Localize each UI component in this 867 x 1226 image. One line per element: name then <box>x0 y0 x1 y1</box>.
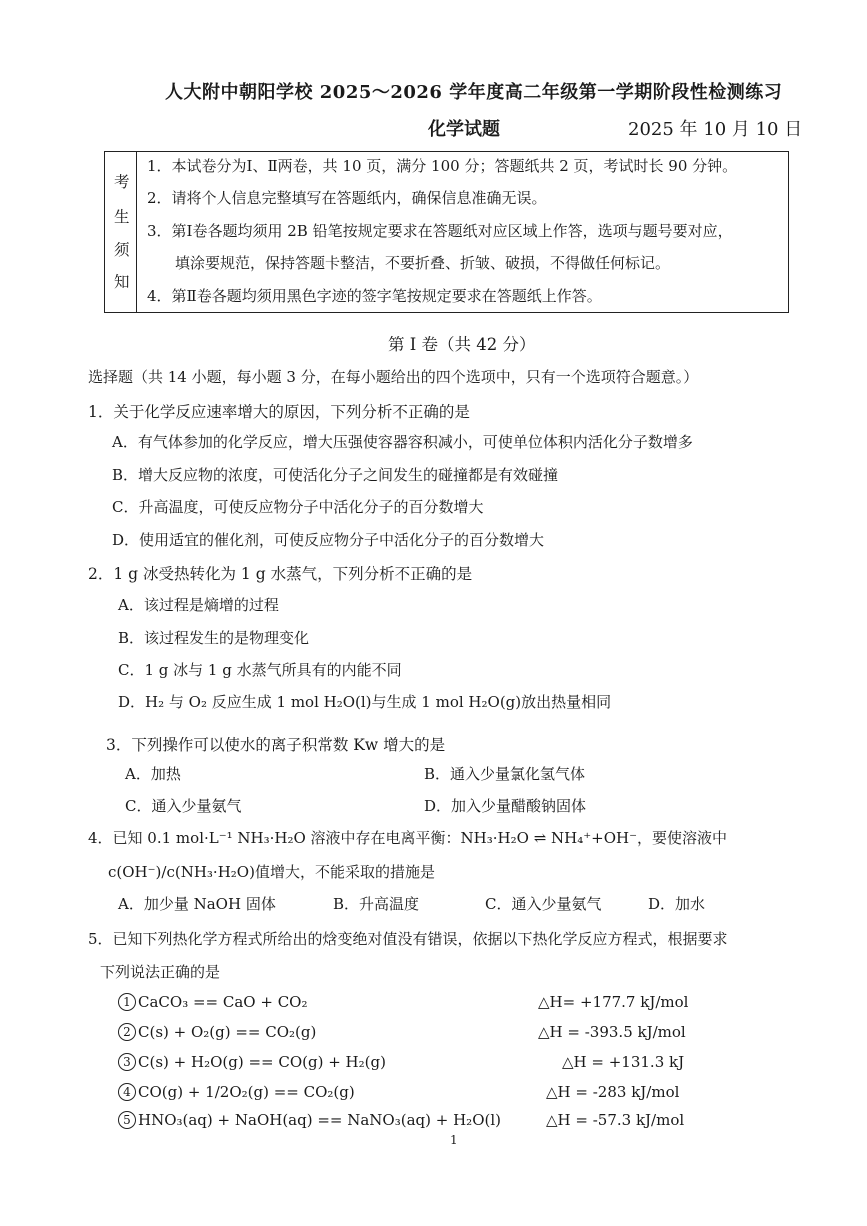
equation-text: C(s) + H₂O(g) == CO(g) + H₂(g) <box>138 1053 386 1071</box>
enthalpy-value: △H = -57.3 kJ/mol <box>546 1111 685 1129</box>
notice-item: 4．第Ⅱ卷各题均须用黑色字迹的签字笔按规定要求在答题纸上作答。 <box>147 287 602 305</box>
question-stem: 2．1 g 冰受热转化为 1 g 水蒸气，下列分析不正确的是 <box>88 565 473 583</box>
question-option: B．升高温度 <box>333 895 420 913</box>
notice-label-char: 须 <box>114 241 130 259</box>
question-option: C．通入少量氨气 <box>125 797 242 815</box>
question-stem: 4．已知 0.1 mol·L⁻¹ NH₃·H₂O 溶液中存在电离平衡：NH₃·H₂O ⇌ NH₄⁺+OH⁻，要使溶液中 <box>88 829 728 847</box>
notice-label-char: 考 <box>114 173 130 191</box>
equation-row <box>118 1023 316 1041</box>
question-option: D．加入少量醋酸钠固体 <box>424 797 587 815</box>
equation-text: CO(g) + 1/2O₂(g) == CO₂(g) <box>138 1083 355 1101</box>
notice-item: 1．本试卷分为Ⅰ、Ⅱ两卷，共 10 页，满分 100 分；答题纸共 2 页，考试时长 90 分钟。 <box>147 157 738 175</box>
equation-row <box>118 1053 386 1071</box>
enthalpy-value: △H = -393.5 kJ/mol <box>538 1023 686 1041</box>
notice-label-char: 知 <box>114 273 130 291</box>
question-option: A．加热 <box>125 765 181 783</box>
equation-number: 2 <box>118 1023 136 1041</box>
enthalpy-value: △H = -283 kJ/mol <box>546 1083 680 1101</box>
section-instruction: 选择题（共 14 小题，每小题 3 分，在每小题给出的四个选项中，只有一个选项符合题意。） <box>88 368 699 386</box>
notice-label <box>105 152 137 312</box>
question-option: B．增大反应物的浓度，可使活化分子之间发生的碰撞都是有效碰撞 <box>112 466 559 484</box>
notice-label-char: 生 <box>114 208 130 226</box>
question-option: C．1 g 冰与 1 g 水蒸气所具有的内能不同 <box>118 661 402 679</box>
question-option: C．升高温度，可使反应物分子中活化分子的百分数增大 <box>112 498 484 516</box>
section-title: 第 I 卷（共 42 分） <box>388 335 536 354</box>
exam-date: 2025 年 10 月 10 日 <box>628 119 803 140</box>
page-number: 1 <box>450 1133 458 1147</box>
equation-row <box>118 1083 355 1101</box>
question-option: A．加少量 NaOH 固体 <box>118 895 276 913</box>
notice-item: 2．请将个人信息完整填写在答题纸内，确保信息准确无误。 <box>147 189 547 207</box>
equation-text: HNO₃(aq) + NaOH(aq) == NaNO₃(aq) + H₂O(l) <box>138 1111 501 1129</box>
notice-item: 填涂要规范，保持答题卡整洁，不要折叠、折皱、破损，不得做任何标记。 <box>175 254 671 272</box>
question-option: A．有气体参加的化学反应，增大压强使容器容积减小，可使单位体积内活化分子数增多 <box>112 433 693 451</box>
question-option: D．H₂ 与 O₂ 反应生成 1 mol H₂O(l)与生成 1 mol H₂O(g)放出热量相同 <box>118 693 612 711</box>
question-option: D．加水 <box>648 895 706 913</box>
equation-number: 4 <box>118 1083 136 1101</box>
equation-row <box>118 1111 501 1129</box>
exam-title: 人大附中朝阳学校 2025～2026 学年度高二年级第一学期阶段性检测练习 <box>165 82 783 103</box>
equation-row <box>118 993 308 1011</box>
equation-text: CaCO₃ == CaO + CO₂ <box>138 993 308 1011</box>
question-stem: 1．关于化学反应速率增大的原因，下列分析不正确的是 <box>88 403 470 421</box>
question-option: B．该过程发生的是物理变化 <box>118 629 310 647</box>
equation-number: 5 <box>118 1111 136 1129</box>
question-option: A．该过程是熵增的过程 <box>118 596 279 614</box>
question-stem-continued: 下列说法正确的是 <box>100 963 221 981</box>
question-option: D．使用适宜的催化剂，可使反应物分子中活化分子的百分数增大 <box>112 531 545 549</box>
enthalpy-value: △H = +131.3 kJ <box>562 1053 685 1071</box>
question-stem-continued: c(OH⁻)/c(NH₃·H₂O)值增大，不能采取的措施是 <box>108 863 435 881</box>
question-stem: 5．已知下列热化学方程式所给出的焓变绝对值没有错误，依据以下热化学反应方程式，根据要求 <box>88 930 728 948</box>
question-stem: 3．下列操作可以使水的离子积常数 Kw 增大的是 <box>106 736 446 754</box>
equation-number: 3 <box>118 1053 136 1071</box>
enthalpy-value: △H= +177.7 kJ/mol <box>538 993 689 1011</box>
notice-box <box>104 151 789 313</box>
subject-title: 化学试题 <box>428 119 500 140</box>
question-option: C．通入少量氨气 <box>485 895 602 913</box>
notice-item: 3．第Ⅰ卷各题均须用 2B 铅笔按规定要求在答题纸对应区域上作答，选项与题号要对应， <box>147 222 733 240</box>
equation-text: C(s) + O₂(g) == CO₂(g) <box>138 1023 317 1041</box>
question-option: B．通入少量氯化氢气体 <box>424 765 586 783</box>
equation-number: 1 <box>118 993 136 1011</box>
